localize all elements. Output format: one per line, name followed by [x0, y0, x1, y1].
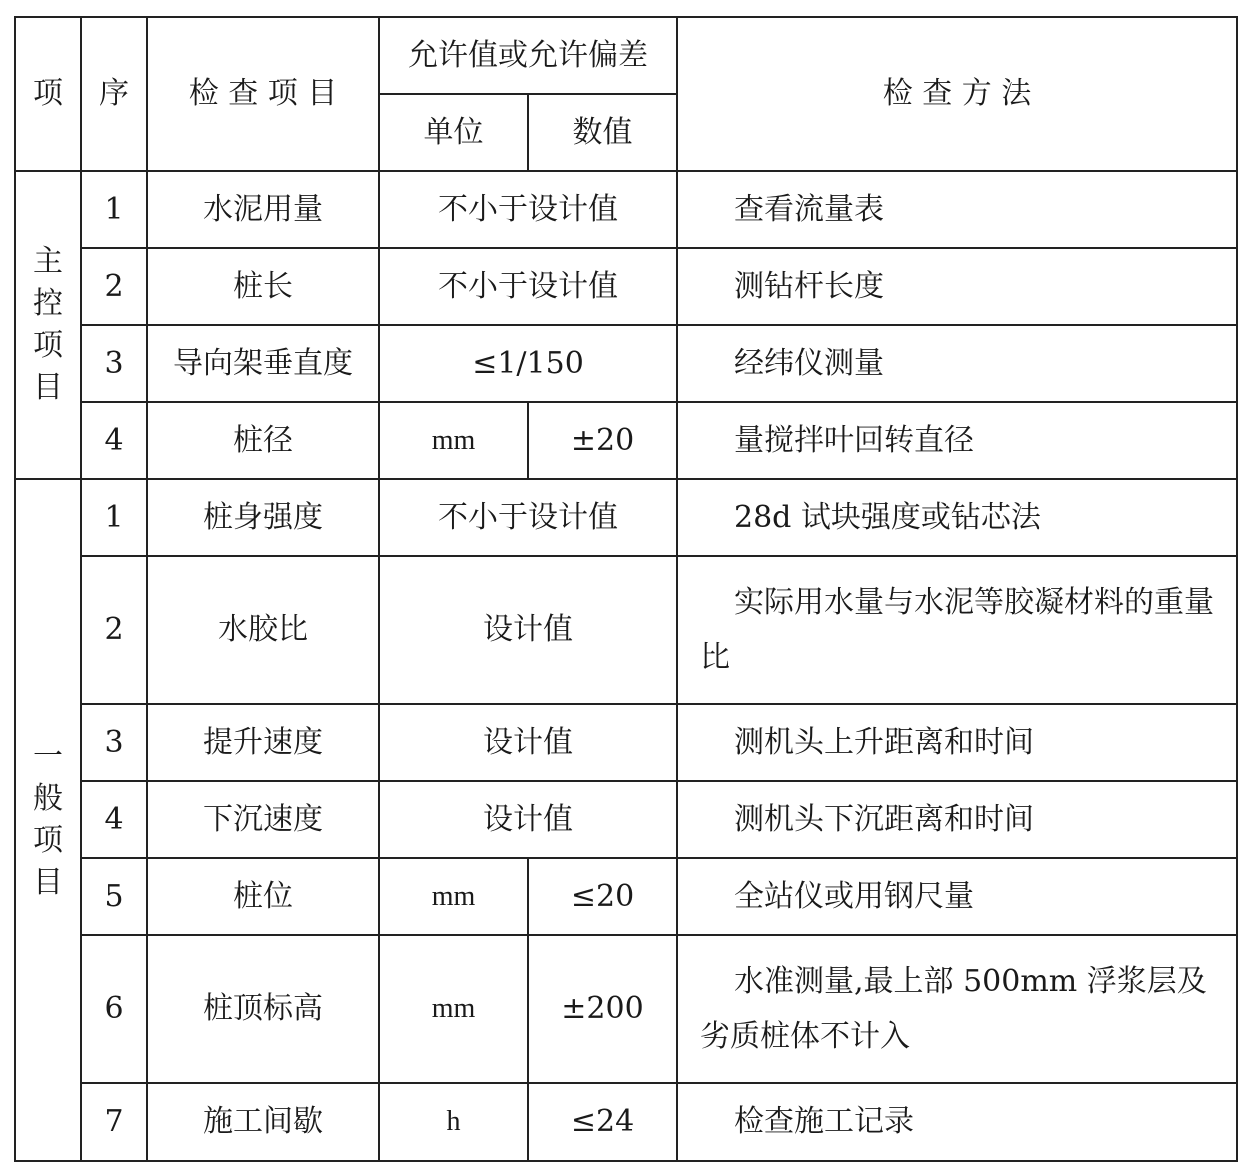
check-item-cell: 导向架垂直度	[147, 325, 379, 402]
group-char: 主	[33, 244, 63, 279]
seq-cell: 2	[81, 556, 147, 704]
value-cell: ≤24	[528, 1083, 677, 1161]
allowance-cell: 设计值	[379, 556, 677, 704]
allowance-cell: 设计值	[379, 704, 677, 781]
value-cell: ±20	[528, 402, 677, 479]
allowance-cell: 不小于设计值	[379, 479, 677, 556]
seq-cell: 2	[81, 248, 147, 325]
method-cell: 28d 试块强度或钻芯法	[677, 479, 1237, 556]
seq-cell: 1	[81, 171, 147, 248]
allowance-cell: 设计值	[379, 781, 677, 858]
unit-cell: mm	[379, 402, 528, 479]
group-char: 项	[33, 328, 63, 363]
group-char: 项	[33, 823, 63, 858]
check-item-cell: 水泥用量	[147, 171, 379, 248]
header-seq-cell: 序	[81, 17, 147, 171]
header-check-item-cell: 检 查 项 目	[147, 17, 379, 171]
check-item-cell: 水胶比	[147, 556, 379, 704]
check-item-cell: 桩径	[147, 402, 379, 479]
method-cell: 检查施工记录	[677, 1083, 1237, 1161]
inspection-table	[14, 16, 1238, 1162]
check-item-cell: 桩身强度	[147, 479, 379, 556]
seq-cell: 5	[81, 858, 147, 935]
table-row	[15, 248, 1237, 325]
seq-cell: 3	[81, 325, 147, 402]
group-main-control	[15, 171, 81, 479]
header-item-cell: 项	[15, 17, 81, 171]
header-method-cell: 检 查 方 法	[677, 17, 1237, 171]
method-cell: 测机头下沉距离和时间	[677, 781, 1237, 858]
value-cell: ≤20	[528, 858, 677, 935]
table-row	[15, 781, 1237, 858]
method-cell: 测机头上升距离和时间	[677, 704, 1237, 781]
check-item-cell: 提升速度	[147, 704, 379, 781]
group-char: 般	[33, 781, 63, 816]
table-row	[15, 704, 1237, 781]
group-char: 目	[33, 370, 63, 405]
method-cell: 量搅拌叶回转直径	[677, 402, 1237, 479]
group-char: 控	[33, 286, 63, 321]
seq-cell: 1	[81, 479, 147, 556]
group-general	[15, 479, 81, 1161]
table-row	[15, 858, 1237, 935]
method-cell: 实际用水量与水泥等胶凝材料的重量比	[677, 556, 1237, 704]
table-row	[15, 556, 1237, 704]
header-allowance-cell: 允许值或允许偏差	[379, 17, 677, 94]
unit-cell: mm	[379, 935, 528, 1083]
header-unit-cell: 单位	[379, 94, 528, 171]
seq-cell: 4	[81, 781, 147, 858]
table-row	[15, 171, 1237, 248]
seq-cell: 4	[81, 402, 147, 479]
method-cell: 经纬仪测量	[677, 325, 1237, 402]
unit-cell: mm	[379, 858, 528, 935]
check-item-cell: 下沉速度	[147, 781, 379, 858]
check-item-cell: 桩顶标高	[147, 935, 379, 1083]
method-cell: 全站仪或用钢尺量	[677, 858, 1237, 935]
seq-cell: 6	[81, 935, 147, 1083]
table-row	[15, 402, 1237, 479]
group-char: 目	[33, 865, 63, 900]
method-cell: 查看流量表	[677, 171, 1237, 248]
unit-cell: h	[379, 1083, 528, 1161]
allowance-cell: 不小于设计值	[379, 248, 677, 325]
check-item-cell: 桩位	[147, 858, 379, 935]
seq-cell: 7	[81, 1083, 147, 1161]
check-item-cell: 桩长	[147, 248, 379, 325]
table-row	[15, 479, 1237, 556]
table-row	[15, 325, 1237, 402]
header-row-1	[15, 17, 1237, 94]
group-char: 一	[33, 739, 63, 774]
header-value-cell: 数值	[528, 94, 677, 171]
allowance-cell: 不小于设计值	[379, 171, 677, 248]
seq-cell: 3	[81, 704, 147, 781]
value-cell: ±200	[528, 935, 677, 1083]
check-item-cell: 施工间歇	[147, 1083, 379, 1161]
method-cell: 水准测量,最上部 500mm 浮浆层及劣质桩体不计入	[677, 935, 1237, 1083]
table-row	[15, 935, 1237, 1083]
allowance-cell: ≤1/150	[379, 325, 677, 402]
table-row	[15, 1083, 1237, 1161]
method-cell: 测钻杆长度	[677, 248, 1237, 325]
